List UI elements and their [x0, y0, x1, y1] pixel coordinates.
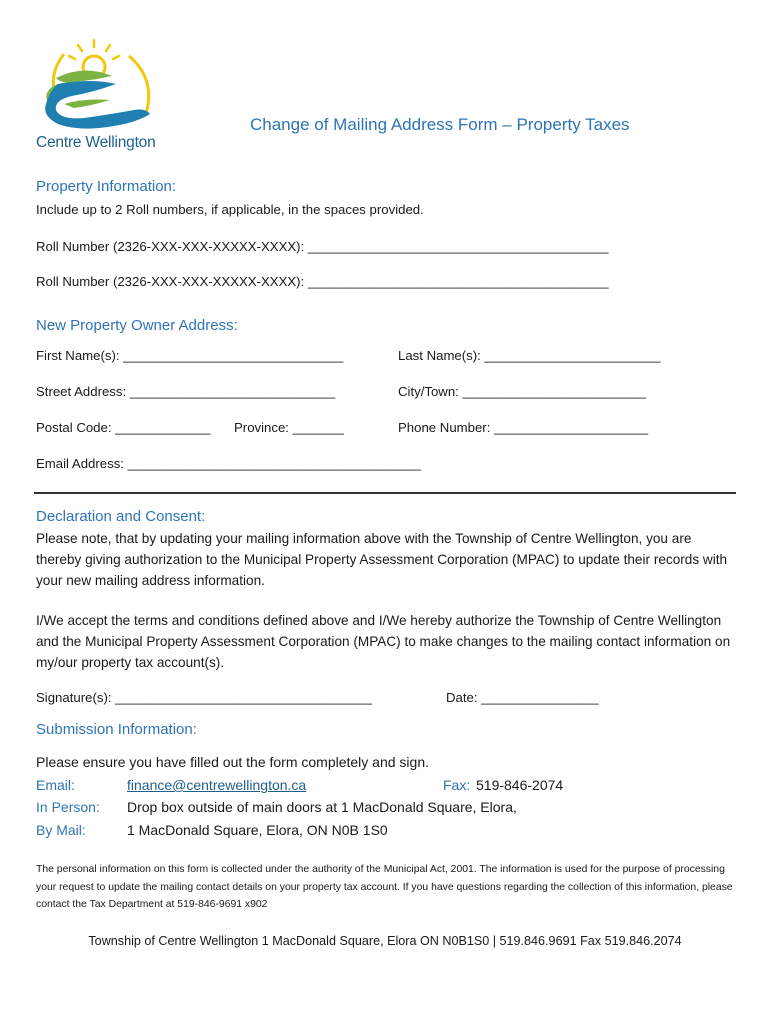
date-field[interactable]: Date: ________________	[446, 690, 599, 705]
phone-number-field[interactable]: Phone Number: _____________________	[398, 420, 649, 435]
section-divider	[34, 492, 736, 494]
centre-wellington-logo	[34, 34, 164, 158]
property-information-heading: Property Information:	[36, 178, 177, 195]
first-name-field[interactable]: First Name(s): ______________________________	[36, 348, 344, 363]
email-address-field[interactable]: Email Address: ________________________________________	[36, 456, 421, 471]
fax-label: Fax:	[443, 777, 471, 793]
river-sun-logo-icon	[34, 34, 164, 134]
email-label: Email:	[36, 777, 75, 793]
by-mail-value: 1 MacDonald Square, Elora, ON N0B 1S0	[127, 822, 388, 838]
declaration-paragraph-1: Please note, that by updating your mailing information above with the Township of Centre Wellington, you are thereby giving authorization to the Municipal Property Assessment Corporation (MPAC) to update their records with your new mailing address information.	[36, 531, 728, 588]
finance-email-link[interactable]: finance@centrewellington.ca	[127, 777, 307, 793]
street-address-field[interactable]: Street Address: ____________________________	[36, 384, 336, 399]
fax-number: 519-846-2074	[476, 777, 564, 793]
owner-address-heading: New Property Owner Address:	[36, 317, 238, 334]
in-person-value: Drop box outside of main doors at 1 MacDonald Square, Elora,	[127, 799, 517, 815]
submission-heading: Submission Information:	[36, 721, 197, 738]
signature-field[interactable]: Signature(s): ___________________________________	[36, 690, 372, 705]
by-mail-label: By Mail:	[36, 822, 86, 838]
city-town-field[interactable]: City/Town: _________________________	[398, 384, 646, 399]
logo-text: Centre Wellington	[36, 134, 156, 151]
roll-number-field-1[interactable]: Roll Number (2326-XXX-XXX-XXXXX-XXXX): _________________________________________	[36, 239, 609, 254]
last-name-field[interactable]: Last Name(s): ________________________	[398, 348, 661, 363]
declaration-heading: Declaration and Consent:	[36, 508, 206, 525]
postal-code-field[interactable]: Postal Code: _____________	[36, 420, 211, 435]
declaration-paragraph-2: I/We accept the terms and conditions defined above and I/We hereby authorize the Township of Centre Wellington and the Municipal Property Assessment Corporation (MPAC) to make changes to the mailing contact information on my/our property tax account(s).	[36, 613, 731, 670]
in-person-label: In Person:	[36, 799, 100, 815]
privacy-notice: The personal information on this form is collected under the authority of the Municipal Act, 2001. The information is used for the purpose of processing your request to update the mailing contact details on your property tax account. If you have questions regarding the collection of this information, please contact the Tax Department at 519-846-9691 x902	[36, 864, 733, 910]
submission-note: Please ensure you have filled out the form completely and sign.	[36, 754, 430, 770]
form-title: Change of Mailing Address Form – Property Taxes	[250, 115, 630, 134]
province-field[interactable]: Province: _______	[234, 420, 344, 435]
roll-number-field-2[interactable]: Roll Number (2326-XXX-XXX-XXXXX-XXXX): _________________________________________	[36, 274, 609, 289]
page-footer: Township of Centre Wellington 1 MacDonald Square, Elora ON N0B1S0 | 519.846.9691 Fax 519.846.2074	[88, 934, 682, 948]
roll-instructions: Include up to 2 Roll numbers, if applicable, in the spaces provided.	[36, 202, 424, 217]
